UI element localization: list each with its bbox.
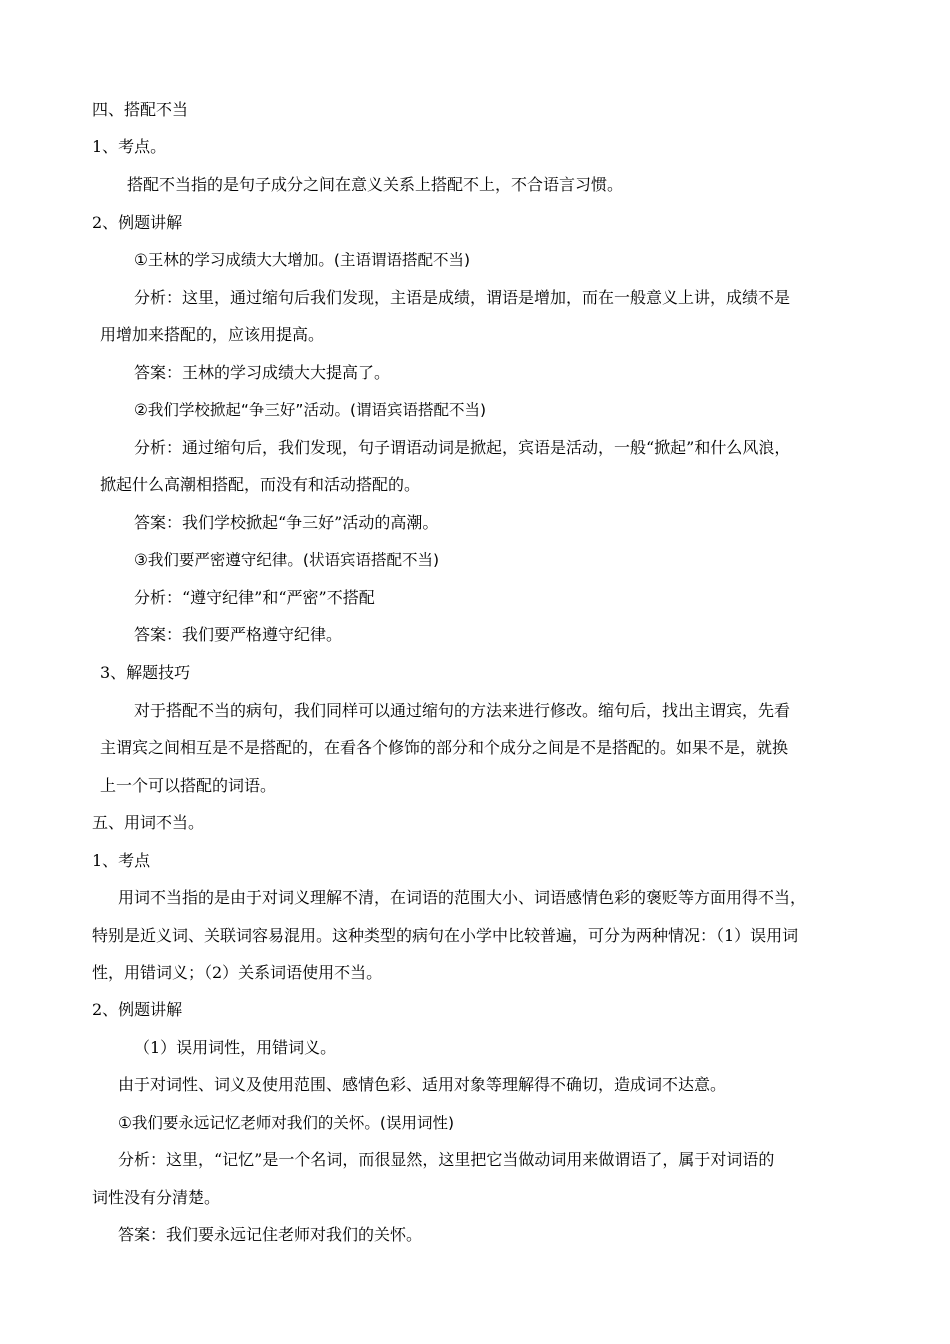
example-sentence: ③我们要严密遵守纪律。(状语宾语搭配不当) (134, 551, 439, 569)
section-heading-4: 四、搭配不当 (92, 100, 189, 119)
analysis-text: 词性没有分清楚。 (92, 1188, 221, 1207)
answer-text: 答案：我们要严格遵守纪律。 (134, 625, 343, 644)
analysis-text: 分析：“遵守纪律”和“严密”不搭配 (134, 588, 375, 607)
analysis-text: 分析：通过缩句后，我们发现，句子谓语动词是掀起，宾语是活动，一般“掀起”和什么风浪， (134, 438, 791, 457)
subheading-example: 2、例题讲解 (92, 213, 183, 232)
example-sentence: ②我们学校掀起“争三好”活动。(谓语宾语搭配不当) (134, 401, 487, 419)
answer-text: 答案：我们要永远记住老师对我们的关怀。 (118, 1225, 423, 1244)
answer-text: 答案：王林的学习成绩大大提高了。 (134, 363, 391, 382)
analysis-text: 分析：这里，通过缩句后我们发现，主语是成绩，谓语是增加，而在一般意义上讲，成绩不是 (134, 288, 791, 307)
subheading-kaodian: 1、考点 (92, 851, 151, 870)
answer-text: 答案：我们学校掀起“争三好”活动的高潮。 (134, 513, 439, 532)
example-sentence: ①我们要永远记忆老师对我们的关怀。(误用词性) (118, 1114, 454, 1132)
analysis-text: 用增加来搭配的，应该用提高。 (100, 325, 325, 344)
paragraph: 特别是近义词、关联词容易混用。这种类型的病句在小学中比较普遍，可分为两种情况：（1）误用词 (92, 926, 799, 945)
category-heading: （1）误用词性，用错词义。 (134, 1038, 337, 1057)
analysis-text: 掀起什么高潮相搭配，而没有和活动搭配的。 (100, 475, 421, 494)
example-sentence: ①王林的学习成绩大大增加。(主语谓语搭配不当) (134, 251, 470, 269)
paragraph: 主谓宾之间相互是不是搭配的，在看各个修饰的部分和个成分之间是不是搭配的。如果不是，就换 (100, 738, 789, 757)
subheading-example: 2、例题讲解 (92, 1000, 183, 1019)
paragraph: 用词不当指的是由于对词义理解不清，在词语的范围大小、词语感情色彩的褒贬等方面用得不当， (118, 888, 807, 907)
analysis-text: 分析：这里，“记忆”是一个名词，而很显然，这里把它当做动词用来做谓语了，属于对词语的 (118, 1150, 775, 1169)
paragraph: 上一个可以搭配的词语。 (100, 776, 277, 795)
paragraph: 对于搭配不当的病句，我们同样可以通过缩句的方法来进行修改。缩句后，找出主谓宾，先看 (134, 701, 791, 720)
paragraph: 由于对词性、词义及使用范围、感情色彩、适用对象等理解得不确切，造成词不达意。 (118, 1075, 727, 1094)
subheading-tips: 3、解题技巧 (100, 663, 191, 682)
paragraph: 性，用错词义；（2）关系词语使用不当。 (92, 963, 383, 982)
subheading-kaodian: 1、考点。 (92, 137, 167, 156)
paragraph: 搭配不当指的是句子成分之间在意义关系上搭配不上，不合语言习惯。 (127, 175, 624, 194)
section-heading-5: 五、用词不当。 (92, 813, 205, 832)
